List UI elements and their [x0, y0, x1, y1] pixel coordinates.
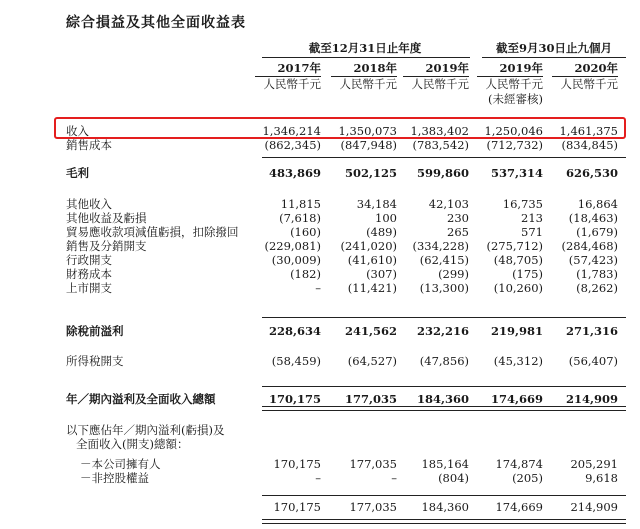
row-value: 16,864: [577, 197, 618, 211]
column-year: 2019年: [425, 61, 469, 75]
row-value: (30,009): [271, 253, 321, 267]
double-rule-below-attribution-total: [262, 519, 626, 524]
rule-above-profit-before-tax: [262, 317, 626, 318]
table-row: [0, 267, 640, 281]
row-value: 213: [521, 211, 543, 225]
row-value: (57,423): [568, 253, 618, 267]
column-header-underline: [552, 76, 618, 77]
row-value: (56,407): [568, 354, 618, 368]
row-value: (1,679): [576, 225, 618, 239]
row-value: 174,669: [490, 392, 543, 406]
row-value: 1,350,073: [338, 124, 397, 138]
row-value: (41,610): [347, 253, 397, 267]
rule-above-gross-profit: [262, 157, 626, 158]
column-header-4: [471, 61, 543, 106]
row-value: 502,125: [344, 166, 397, 180]
row-value: 205,291: [570, 457, 618, 471]
row-label: 全面收入(開支)總額：: [76, 437, 189, 451]
statement-title: 綜合損益及其他全面收益表: [66, 15, 246, 31]
table-row: [0, 138, 640, 152]
row-value: (229,081): [264, 239, 321, 253]
row-value: 34,184: [356, 197, 397, 211]
annual-period-header: 截至12月31日止年度: [308, 41, 422, 55]
table-row: [0, 225, 640, 239]
row-value: (175): [512, 267, 543, 281]
row-value: (47,856): [419, 354, 469, 368]
column-unit: 人民幣千元: [560, 77, 618, 91]
column-unit: 人民幣千元: [485, 77, 543, 91]
row-value: 599,860: [416, 166, 469, 180]
table-row: [0, 281, 640, 295]
row-value: 571: [521, 225, 543, 239]
table-row: [0, 324, 640, 338]
row-value: (58,459): [271, 354, 321, 368]
table-row: [0, 471, 640, 485]
row-value: 174,874: [495, 457, 543, 471]
row-value: (205): [512, 471, 543, 485]
row-value: (489): [366, 225, 397, 239]
row-value: 241,562: [344, 324, 397, 338]
row-value: (48,705): [493, 253, 543, 267]
column-header-underline: [255, 76, 321, 77]
row-value: (160): [290, 225, 321, 239]
table-row: [0, 253, 640, 267]
row-label: 除稅前溢利: [66, 324, 124, 338]
table-row: [0, 354, 640, 368]
row-value: 42,103: [428, 197, 469, 211]
row-value: 219,981: [490, 324, 543, 338]
row-value: 185,164: [421, 457, 469, 471]
row-value: 483,869: [268, 166, 321, 180]
row-value: (11,421): [347, 281, 397, 295]
row-label: 其他收益及虧損: [66, 211, 147, 225]
row-value: 184,360: [416, 392, 469, 406]
revenue-highlight-box: [54, 117, 626, 139]
row-value: 170,175: [268, 392, 321, 406]
row-value: 228,634: [268, 324, 321, 338]
double-rule-below-profit-total: [262, 406, 626, 411]
nine-month-period-header: 截至9月30日止九個月: [495, 41, 612, 55]
row-value: 537,314: [490, 166, 543, 180]
row-value: (45,312): [493, 354, 543, 368]
row-label: 貿易應收款項減值虧損，扣除撥回: [66, 225, 239, 239]
row-value: 16,735: [502, 197, 543, 211]
column-unit: 人民幣千元: [411, 77, 469, 91]
table-row: [0, 457, 640, 471]
row-value: (8,262): [576, 281, 618, 295]
table-row: [0, 239, 640, 253]
row-value: (284,468): [561, 239, 618, 253]
table-row: [0, 423, 640, 437]
row-value: 100: [375, 211, 397, 225]
row-label: 財務成本: [66, 267, 112, 281]
row-value: –: [315, 281, 321, 295]
table-row: [0, 392, 640, 406]
row-value: 230: [447, 211, 469, 225]
row-value: 232,216: [416, 324, 469, 338]
table-row: [0, 211, 640, 225]
row-label: 所得稅開支: [66, 354, 124, 368]
row-value: (241,020): [340, 239, 397, 253]
column-header-underline: [331, 76, 397, 77]
row-value: (834,845): [561, 138, 618, 152]
column-unit: 人民幣千元: [339, 77, 397, 91]
row-value: 170,175: [273, 457, 321, 471]
table-row: [0, 437, 640, 451]
rule-above-attribution-total: [262, 495, 626, 496]
table-row: [0, 500, 640, 514]
row-value: (18,463): [568, 211, 618, 225]
row-value: 1,346,214: [262, 124, 321, 138]
row-label: －非控股權益: [80, 471, 149, 485]
row-value: (307): [366, 267, 397, 281]
annual-period-underline: [262, 57, 470, 58]
row-value: 184,360: [421, 500, 469, 514]
row-value: 265: [447, 225, 469, 239]
row-label: －本公司擁有人: [80, 457, 161, 471]
column-header-underline: [403, 76, 469, 77]
table-row: [0, 197, 640, 211]
row-label: 行政開支: [66, 253, 112, 267]
row-value: 11,815: [280, 197, 321, 211]
row-value: 174,669: [495, 500, 543, 514]
row-label: 其他收入: [66, 197, 112, 211]
row-label: 銷售及分銷開支: [66, 239, 147, 253]
column-year: 2018年: [353, 61, 397, 75]
row-value: (783,542): [412, 138, 469, 152]
row-label: 以下應佔年／期內溢利(虧損)及: [66, 423, 225, 437]
row-value: (64,527): [347, 354, 397, 368]
row-value: (712,732): [486, 138, 543, 152]
row-value: 271,316: [565, 324, 618, 338]
column-unit: 人民幣千元: [263, 77, 321, 91]
row-value: (182): [290, 267, 321, 281]
row-value: 177,035: [349, 457, 397, 471]
row-value: 1,383,402: [410, 124, 469, 138]
row-value: 177,035: [349, 500, 397, 514]
row-value: (13,300): [419, 281, 469, 295]
row-value: 1,461,375: [559, 124, 618, 138]
row-value: (862,345): [264, 138, 321, 152]
column-year: 2019年: [499, 61, 543, 75]
row-value: 626,530: [565, 166, 618, 180]
row-value: 9,618: [585, 471, 618, 485]
column-note: (未經審核): [488, 92, 543, 106]
row-value: 170,175: [273, 500, 321, 514]
row-label: 收入: [66, 124, 89, 138]
rule-above-profit-total: [262, 386, 626, 387]
row-value: 214,909: [565, 392, 618, 406]
row-value: 177,035: [344, 392, 397, 406]
row-value: (62,415): [419, 253, 469, 267]
row-value: (334,228): [412, 239, 469, 253]
row-label: 毛利: [66, 166, 89, 180]
row-value: (847,948): [340, 138, 397, 152]
row-value: (1,783): [576, 267, 618, 281]
row-value: (7,618): [279, 211, 321, 225]
row-value: –: [315, 471, 321, 485]
nine-month-period-underline: [482, 57, 626, 58]
column-year: 2017年: [277, 61, 321, 75]
row-label: 銷售成本: [66, 138, 112, 152]
row-value: 1,250,046: [484, 124, 543, 138]
row-value: –: [391, 471, 397, 485]
row-label: 上市開支: [66, 281, 112, 295]
row-value: 214,909: [570, 500, 618, 514]
row-label: 年／期內溢利及全面收入總額: [66, 392, 216, 406]
row-value: (299): [438, 267, 469, 281]
row-value: (804): [438, 471, 469, 485]
row-value: (275,712): [486, 239, 543, 253]
column-header-underline: [477, 76, 543, 77]
column-year: 2020年: [574, 61, 618, 75]
table-row: [0, 166, 640, 180]
row-value: (10,260): [493, 281, 543, 295]
